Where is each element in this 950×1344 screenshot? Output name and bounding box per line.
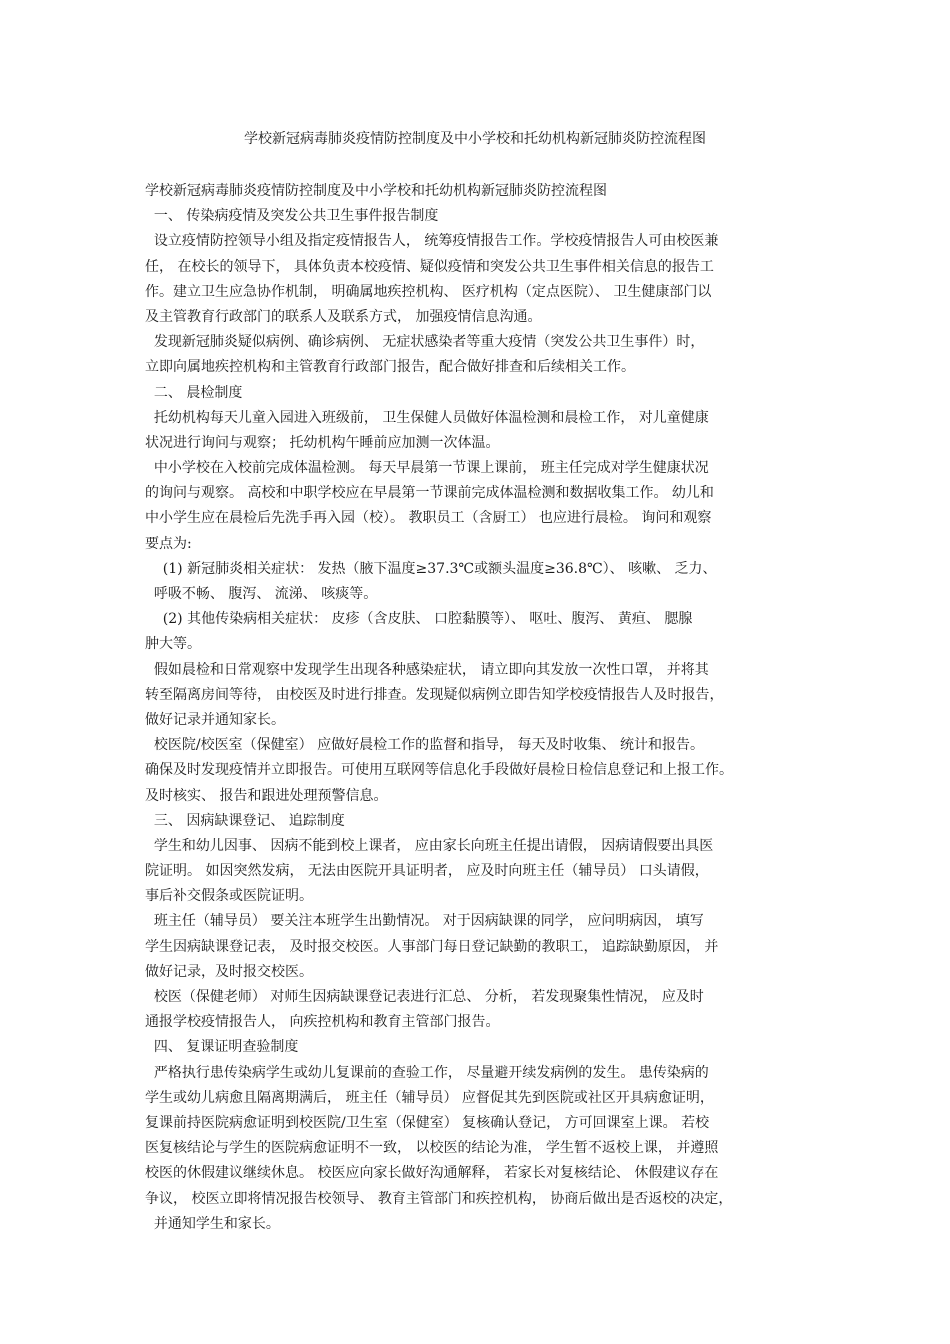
text-line: 呼吸不畅、 腹泻、 流涕、 咳痰等。 — [145, 586, 378, 602]
text-line: 并通知学生和家长。 — [145, 1215, 280, 1232]
text-line: 校医（保健老师） 对师生因病缺课登记表进行汇总、 分析， 若发现聚集性情况， 应及时 — [145, 989, 704, 1005]
text-line: 作。建立卫生应急协作机制， 明确属地疾控机构、 医疗机构（定点医院）、 卫生健康部门以 — [145, 283, 712, 300]
text-line: 二、 晨检制度 — [145, 384, 243, 401]
document-title: 学校新冠病毒肺炎疫情防控制度及中小学校和托幼机构新冠肺炎防控流程图 — [244, 131, 706, 147]
text-line: 事后补交假条或医院证明。 — [145, 888, 313, 905]
text-line: 做好记录，及时报交校医。 — [145, 963, 313, 980]
text-line: 状况进行询问与观察； 托幼机构午睡前应加测一次体温。 — [145, 434, 500, 451]
document-body — [145, 179, 825, 1237]
text-line: 通报学校疫情报告人， 向疾控机构和教育主管部门报告。 — [145, 1014, 500, 1031]
text-line: 转至隔离房间等待， 由校医及时进行排查。发现疑似病例立即告知学校疫情报告人及时报告， — [145, 686, 724, 703]
text-line: 及时核实、 报告和跟进处理预警信息。 — [145, 787, 388, 804]
text-line: 学生因病缺课登记表， 及时报交校医。人事部门每日登记缺勤的教职工， 追踪缺勤原因， 并 — [145, 938, 719, 955]
text-line: 托幼机构每天儿童入园进入班级前， 卫生保健人员做好体温检测和晨检工作， 对儿童健康 — [145, 409, 709, 426]
text-line: 医复核结论与学生的医院病愈证明不一致， 以校医的结论为准， 学生暂不返校上课， 并遵照 — [145, 1140, 719, 1157]
text-line: 要点为: — [145, 535, 192, 552]
text-line: 中小学校在入校前完成体温检测。 每天早晨第一节课上课前， 班主任完成对学生健康状况 — [145, 460, 709, 477]
text-line: 学生和幼儿因事、 因病不能到校上课者， 应由家长向班主任提出请假， 因病请假要出具医 — [145, 837, 714, 854]
text-line: 设立疫情防控领导小组及指定疫情报告人， 统筹疫情报告工作。学校疫情报告人可由校医兼 — [145, 233, 719, 250]
text-line: 严格执行患传染病学生或幼儿复课前的查验工作， 尽量避开续发病例的发生。 患传染病的 — [145, 1064, 709, 1081]
text-line: 任， 在校长的领导下， 具体负责本校疫情、疑似疫情和突发公共卫生事件相关信息的报告工 — [145, 258, 714, 275]
text-line: (2) 其他传染病相关症状： 皮疹（含皮肤、 口腔黏膜等）、 呕吐、腹泻、 黄疸、 腮腺 — [145, 611, 693, 628]
text-line: 复课前持医院病愈证明到校医院/卫生室（保健室） 复核确认登记， 方可回课室上课。 若校 — [145, 1114, 710, 1131]
text-line: 校医的休假建议继续休息。 校医应向家长做好沟通解释， 若家长对复核结论、 休假建议存在 — [145, 1165, 719, 1182]
text-line: 三、 因病缺课登记、 追踪制度 — [145, 812, 345, 829]
text-line: 立即向属地疾控机构和主管教育行政部门报告，配合做好排查和后续相关工作。 — [145, 359, 635, 376]
text-line: 学校新冠病毒肺炎疫情防控制度及中小学校和托幼机构新冠肺炎防控流程图 — [145, 183, 607, 199]
text-line: (1) 新冠肺炎相关症状： 发热（腋下温度≥37.3℃或额头温度≥36.8℃）、 咳嗽、 乏力、 — [145, 560, 717, 577]
text-line: 假如晨检和日常观察中发现学生出现各种感染症状， 请立即向其发放一次性口罩， 并将其 — [145, 661, 709, 678]
text-line: 肿大等。 — [145, 636, 201, 653]
text-line: 学生或幼儿病愈且隔离期满后， 班主任（辅导员） 应督促其先到医院或社区开具病愈证明， — [145, 1089, 714, 1106]
text-line: 及主管教育行政部门的联系人及联系方式， 加强疫情信息沟通。 — [145, 308, 542, 325]
text-line: 四、 复课证明查验制度 — [145, 1039, 299, 1056]
text-line: 的询问与观察。 高校和中职学校应在早晨第一节课前完成体温检测和数据收集工作。 幼儿和 — [145, 485, 714, 502]
text-line: 确保及时发现疫情并立即报告。可使用互联网等信息化手段做好晨检日检信息登记和上报工作。 — [145, 762, 733, 779]
text-line: 争议， 校医立即将情况报告校领导、 教育主管部门和疾控机构， 协商后做出是否返校的决定， — [145, 1190, 733, 1207]
text-line: 校医院/校医室（保健室） 应做好晨检工作的监督和指导， 每天及时收集、 统计和报告。 — [145, 737, 704, 754]
text-line: 发现新冠肺炎疑似病例、确诊病例、 无症状感染者等重大疫情（突发公共卫生事件）时， — [145, 334, 705, 351]
text-line: 班主任（辅导员） 要关注本班学生出勤情况。 对于因病缺课的同学， 应问明病因， 填写 — [145, 913, 704, 930]
text-line: 院证明。 如因突然发病， 无法由医院开具证明者， 应及时向班主任（辅导员） 口头请假， — [145, 863, 709, 880]
text-line: 中小学生应在晨检后先洗手再入园（校）。 教职员工（含厨工） 也应进行晨检。 询问和观察 — [145, 510, 712, 527]
text-line: 做好记录并通知家长。 — [145, 711, 285, 728]
text-line: 一、 传染病疫情及突发公共卫生事件报告制度 — [145, 208, 439, 225]
